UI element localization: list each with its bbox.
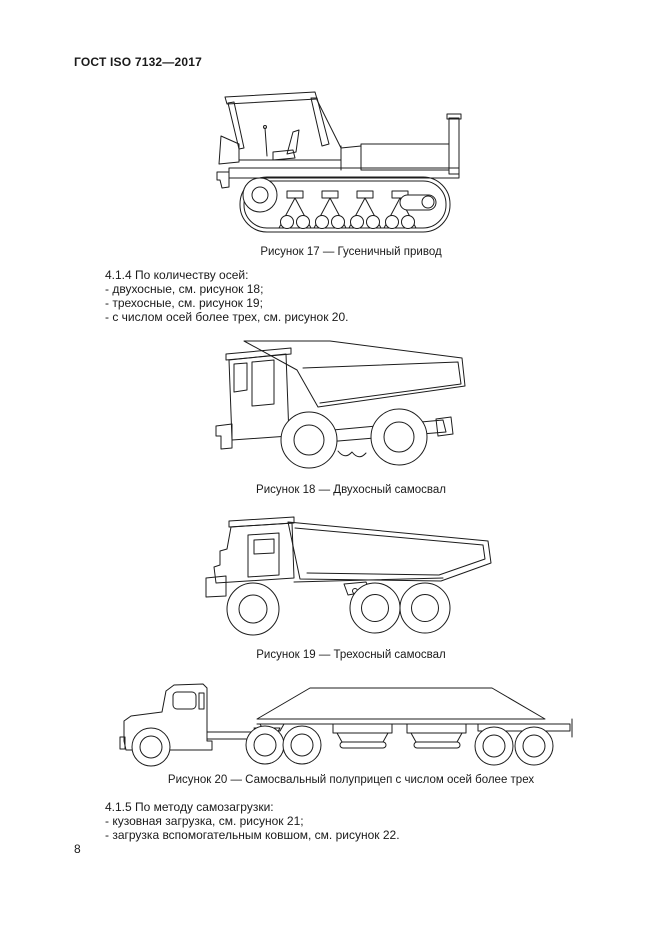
figure-20-multi-axle-semitrailer	[118, 679, 603, 771]
cab-window	[173, 692, 196, 709]
sprocket	[422, 196, 434, 208]
figure-20-caption: Рисунок 20 — Самосвальный полуприцеп с числом осей более трех	[167, 774, 535, 786]
figure-19-caption: Рисунок 19 — Трехосный самосвал	[256, 649, 446, 661]
trailer-platform	[257, 688, 545, 731]
section-heading: 4.1.5 По методу самозагрузки:	[105, 800, 274, 814]
rear-wheel	[371, 409, 427, 465]
front-wheel	[227, 583, 279, 635]
cab-window	[252, 360, 274, 406]
canopy	[225, 92, 341, 170]
figure-18-two-axle-dump-truck	[208, 337, 466, 473]
list-item: - загрузка вспомогательным ковшом, см. рисунок 22.	[105, 828, 400, 842]
rear-wheel	[350, 583, 400, 633]
figure-19-three-axle-dump-truck	[198, 512, 493, 639]
trailer-bogie	[333, 724, 392, 748]
list-item: - кузовная загрузка, см. рисунок 21;	[105, 814, 304, 828]
list-item: - трехосные, см. рисунок 19;	[105, 296, 263, 310]
section-4-1-5	[105, 800, 400, 842]
cab	[214, 517, 294, 583]
section-4-1-4	[105, 268, 348, 324]
cab-window	[234, 363, 247, 392]
trailer-rear-wheel	[475, 727, 513, 765]
trailer-bogie	[407, 724, 466, 748]
dump-bed	[341, 114, 461, 174]
tractor-rear-wheel	[283, 726, 321, 764]
cab	[219, 126, 341, 165]
list-item: - с числом осей более трех, см. рисунок 20.	[105, 310, 349, 324]
front-bumper	[216, 424, 232, 449]
crawler-track	[240, 177, 450, 232]
front-wheel	[281, 412, 337, 468]
seat-base	[273, 150, 295, 160]
list-item: - двухосные, см. рисунок 18;	[105, 282, 264, 296]
trailer-rear-wheel	[515, 727, 553, 765]
figure-18-caption: Рисунок 18 — Двухосный самосвал	[256, 484, 446, 496]
rear-wheel	[400, 583, 450, 633]
figure-17-caption: Рисунок 17 — Гусеничный привод	[260, 246, 442, 258]
tractor-rear-wheel	[246, 726, 284, 764]
cab-window	[199, 693, 204, 709]
document-header: ГОСТ ISO 7132—2017	[74, 55, 203, 69]
front-wheel	[132, 728, 170, 766]
dump-body	[244, 341, 465, 407]
figure-17-crawler-drive	[215, 88, 477, 238]
dump-body	[288, 522, 491, 581]
page-number: 8	[74, 842, 81, 856]
section-heading: 4.1.4 По количеству осей:	[105, 268, 249, 282]
